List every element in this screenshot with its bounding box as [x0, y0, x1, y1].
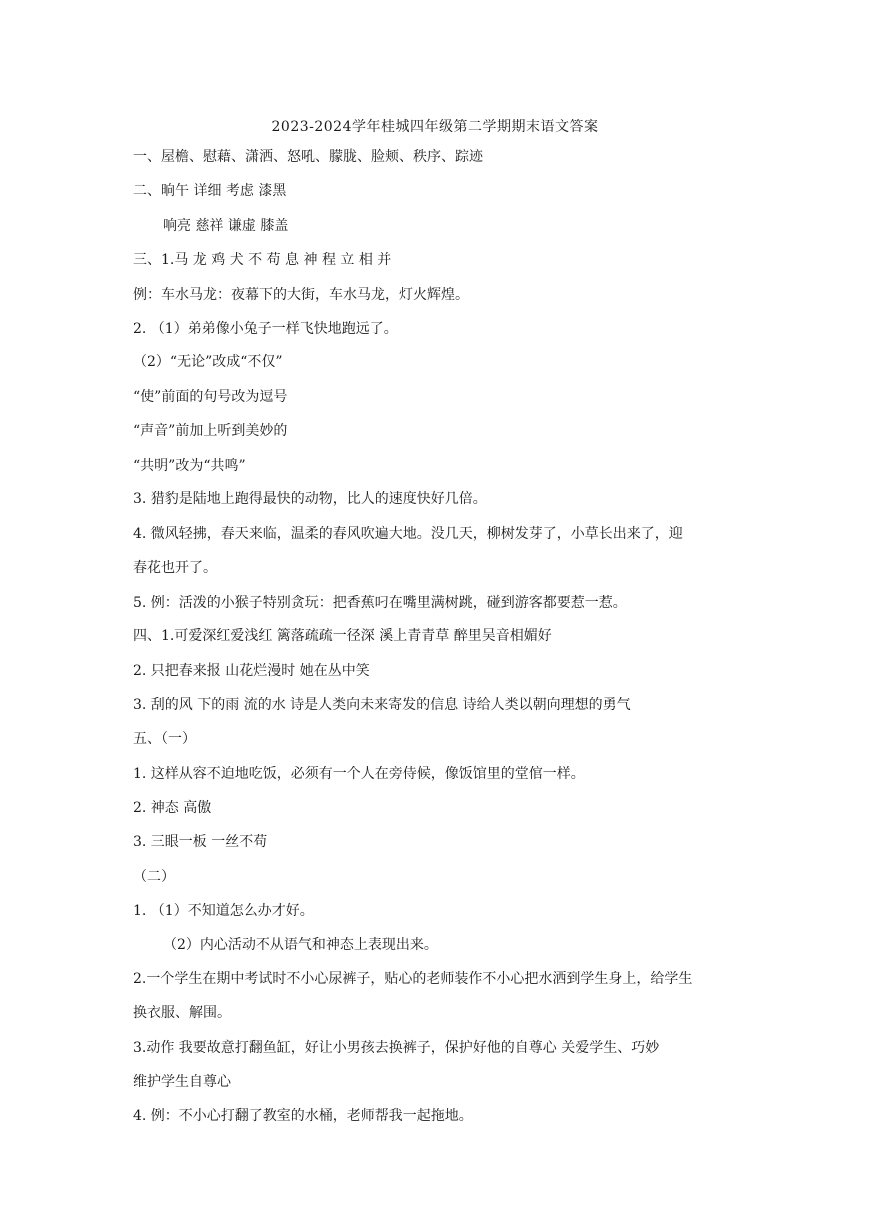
answer-line-26: 换衣服、解围。: [133, 1005, 231, 1021]
answer-line-17: 3. 刮的风 下的雨 流的水 诗是人类向未来寄发的信息 诗给人类以朝向理想的勇气: [133, 697, 631, 713]
answer-line-29: 4. 例：不小心打翻了教室的水桶，老师帮我一起拖地。: [133, 1108, 473, 1124]
answer-line-10: “共明”改为“共鸣”: [133, 458, 246, 474]
answer-line-9: “声音”前加上听到美妙的: [133, 423, 288, 439]
answer-line-7: （2）“无论”改成“不仅”: [133, 354, 283, 370]
answer-line-1: 一、屋檐、慰藉、潇洒、怒吼、朦胧、脸颊、秩序、踪迹: [133, 149, 483, 165]
answer-line-20: 2. 神态 高傲: [133, 800, 212, 816]
answer-line-21: 3. 三眼一板 一丝不苟: [133, 834, 268, 850]
answer-line-3: 响亮 慈祥 谦虚 膝盖: [163, 218, 289, 234]
answer-line-12: 4. 微风轻拂，春天来临，温柔的春风吹遍大地。没几天，柳树发芽了，小草长出来了，迎: [133, 526, 683, 542]
answer-line-18: 五、（一）: [133, 731, 196, 747]
answer-line-5: 例：车水马龙：夜幕下的大街，车水马龙，灯火辉煌。: [133, 287, 469, 303]
answer-line-14: 5. 例：活泼的小猴子特别贪玩：把香蕉叼在嘴里满树跳，碰到游客都要惹一惹。: [133, 595, 627, 611]
answer-line-27: 3.动作 我要故意打翻鱼缸，好让小男孩去换裤子，保护好他的自尊心 关爱学生、巧妙: [133, 1040, 660, 1056]
answer-line-22: （二）: [133, 869, 175, 885]
answer-line-6: 2. （1）弟弟像小兔子一样飞快地跑远了。: [133, 321, 398, 337]
answer-line-11: 3. 猎豹是陆地上跑得最快的动物，比人的速度快好几倍。: [133, 491, 487, 507]
answer-line-28: 维护学生自尊心: [133, 1074, 231, 1090]
answer-line-19: 1. 这样从容不迫地吃饭，必须有一个人在旁侍候，像饭馆里的堂倌一样。: [133, 766, 585, 782]
answer-line-8: “使”前面的句号改为逗号: [133, 389, 288, 405]
answer-line-2: 二、晌午 详细 考虑 漆黑: [133, 183, 287, 199]
answer-line-4: 三、1.马 龙 鸡 犬 不 苟 息 神 程 立 相 并: [133, 252, 392, 268]
answer-line-16: 2. 只把春来报 山花烂漫时 她在丛中笑: [133, 663, 370, 679]
answer-line-24: （2）内心活动不从语气和神态上表现出来。: [163, 937, 438, 953]
answer-line-25: 2.一个学生在期中考试时不小心尿裤子，贴心的老师装作不小心把水洒到学生身上，给学生: [133, 971, 693, 987]
document-title: 2023-2024学年桂城四年级第二学期期末语文答案: [271, 119, 599, 135]
answer-line-13: 春花也开了。: [133, 560, 217, 576]
answer-line-23: 1. （1）不知道怎么办才好。: [133, 903, 314, 919]
answer-line-15: 四、1.可爱深红爱浅红 篱落疏疏一径深 溪上青青草 醉里吴音相媚好: [133, 628, 552, 644]
